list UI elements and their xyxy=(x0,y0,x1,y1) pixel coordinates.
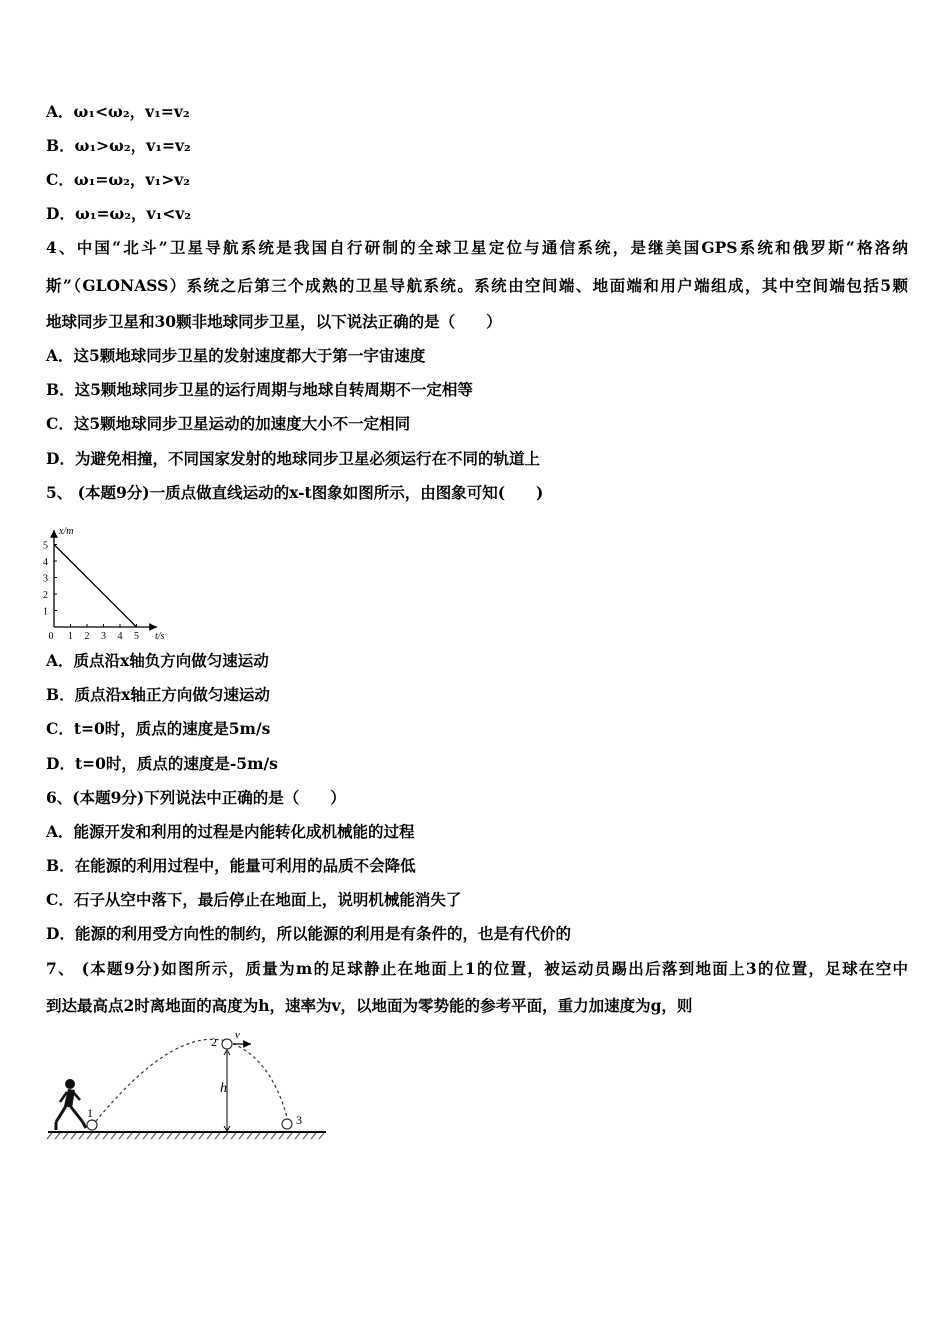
q4-option-c: C．这5颗地球同步卫星运动的加速度大小不一定相同 xyxy=(46,414,411,433)
q3-option-c: C．ω₁=ω₂，v₁>v₂ xyxy=(46,170,190,189)
label-position-1: 1 xyxy=(87,1106,93,1120)
origin-label: 0 xyxy=(48,631,54,642)
q5-option-a: A．质点沿x轴负方向做匀速运动 xyxy=(46,651,269,670)
x-tick-label: 1 xyxy=(68,631,73,642)
y-axis-label: x/m xyxy=(59,526,74,537)
y-tick-label: 1 xyxy=(43,606,48,618)
q4-option-d: D．为避免相撞，不同国家发射的地球同步卫星必须运行在不同的轨道上 xyxy=(46,449,540,468)
x-tick-label: 2 xyxy=(84,631,90,642)
ground-hatching xyxy=(47,1133,324,1139)
q5-option-d: D．t=0时，质点的速度是-5m/s xyxy=(46,754,278,773)
q4-option-b: B．这5颗地球同步卫星的运行周期与地球自转周期不一定相等 xyxy=(46,380,473,399)
q3-option-b: B．ω₁>ω₂，v₁=v₂ xyxy=(46,136,191,155)
y-tick-label: 5 xyxy=(43,540,48,552)
q6-option-a: A．能源开发和利用的过程是内能转化成机械能的过程 xyxy=(46,822,415,841)
football-kick-figure xyxy=(44,1026,330,1144)
x-tick-label: 5 xyxy=(134,631,139,642)
q4-stem-line-3: 地球同步卫星和30颗非地球同步卫星，以下说法正确的是（ ） xyxy=(46,312,502,331)
ball-position-1 xyxy=(87,1120,97,1130)
ball-position-3 xyxy=(282,1119,292,1129)
label-height: h xyxy=(220,1081,227,1096)
q5-option-c: C．t=0时，质点的速度是5m/s xyxy=(46,719,271,738)
q3-option-d: D．ω₁=ω₂，v₁<v₂ xyxy=(46,204,192,223)
label-position-2: 2 xyxy=(211,1035,217,1049)
y-tick-label: 4 xyxy=(43,557,48,568)
xt-graph xyxy=(38,514,178,642)
label-position-3: 3 xyxy=(296,1113,302,1127)
x-tick-label: 3 xyxy=(101,631,106,642)
x-tick-label: 4 xyxy=(117,631,123,642)
q6-option-c: C．石子从空中落下，最后停止在地面上，说明机械能消失了 xyxy=(46,890,462,909)
ball-position-2 xyxy=(222,1039,232,1049)
q6-option-b: B．在能源的利用过程中，能量可利用的品质不会降低 xyxy=(46,856,416,875)
q5-stem: 5、 (本题9分)一质点做直线运动的x-t图象如图所示，由图象可知( ) xyxy=(46,483,544,502)
q3-option-a: A．ω₁<ω₂，v₁=v₂ xyxy=(46,102,190,121)
q4-stem-line-2: 斯”（GLONASS）系统之后第三个成熟的卫星导航系统。系统由空间端、地面端和用户端组成，其中空间端包括5颗 xyxy=(46,276,908,295)
player-figure xyxy=(56,1079,86,1130)
label-velocity: v xyxy=(235,1029,240,1041)
q4-option-a: A．这5颗地球同步卫星的发射速度都大于第一宇宙速度 xyxy=(46,346,426,365)
y-tick-label: 2 xyxy=(43,590,48,601)
y-tick-label: 3 xyxy=(43,573,48,585)
q4-stem-line-1: 4、中国“北斗”卫星导航系统是我国自行研制的全球卫星定位与通信系统，是继美国GPS系统和俄罗斯“格洛纳 xyxy=(46,238,908,257)
q6-option-d: D．能源的利用受方向性的制约，所以能源的利用是有条件的，也是有代价的 xyxy=(46,924,571,943)
q7-stem-line-1: 7、 (本题9分)如图所示，质量为m的足球静止在地面上1的位置，被运动员踢出后落到地面上3的位置，足球在空中 xyxy=(46,959,908,978)
xt-line-series xyxy=(54,545,137,628)
x-axis-label: t/s xyxy=(155,631,165,642)
q6-stem: 6、(本题9分)下列说法中正确的是（ ） xyxy=(46,788,346,807)
q7-stem-line-2: 到达最高点2时离地面的高度为h，速率为v，以地面为零势能的参考平面，重力加速度为g，则 xyxy=(46,996,693,1015)
trajectory-dashed-curve xyxy=(92,1039,288,1126)
q5-option-b: B．质点沿x轴正方向做匀速运动 xyxy=(46,685,270,704)
